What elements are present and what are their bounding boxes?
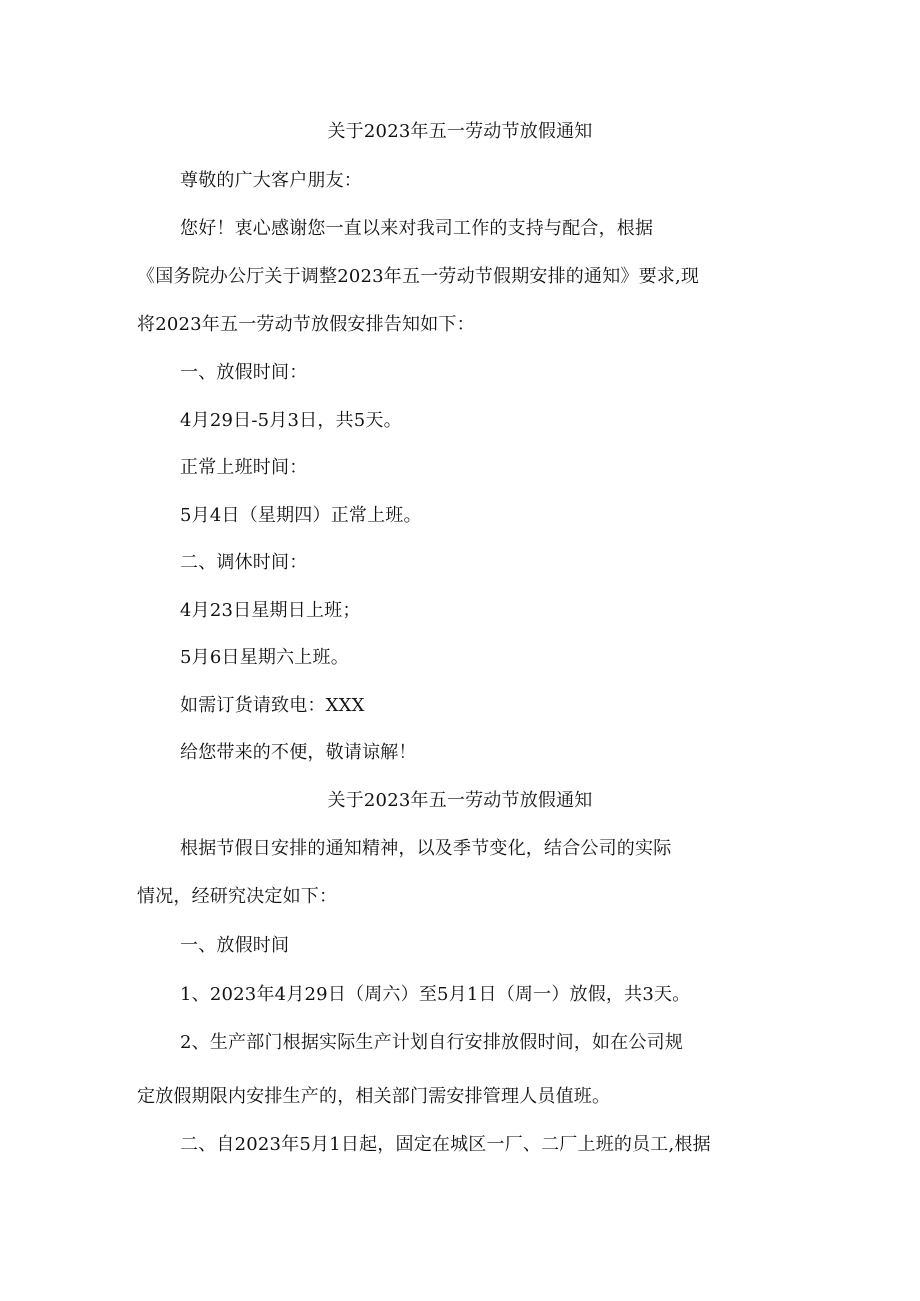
notice1-intro-line1: 您好！衷心感谢您一直以来对我司工作的支持与配合，根据 [180, 218, 654, 239]
notice1-makeup-day1: 4月23日星期日上班； [180, 600, 361, 621]
notice2-section1-heading: 一、放假时间 [180, 935, 290, 956]
notice1-makeup-day2: 5月6日星期六上班。 [180, 647, 349, 668]
notice2-item2-line1: 2、生产部门根据实际生产计划自行安排放假时间，如在公司规 [180, 1032, 684, 1053]
notice1-salutation: 尊敬的广大客户朋友： [180, 170, 362, 191]
notice1-intro-line2: 《国务院办公厅关于调整2023年五一劳动节假期安排的通知》要求,现 [137, 266, 700, 287]
notice1-title: 关于2023年五一劳动节放假通知 [327, 121, 593, 142]
notice1-section2-heading: 二、调休时间： [180, 552, 308, 573]
notice1-work-resume-heading: 正常上班时间： [180, 457, 308, 478]
notice1-section1-heading: 一、放假时间： [180, 362, 308, 383]
notice2-title: 关于2023年五一劳动节放假通知 [327, 790, 593, 811]
notice1-order-contact: 如需订货请致电：XXX [180, 695, 365, 716]
notice2-section2-line1: 二、自2023年5月1日起，固定在城区一厂、二厂上班的员工,根据 [180, 1134, 711, 1155]
notice1-intro-line3: 将2023年五一劳动节放假安排告知如下： [137, 314, 475, 335]
notice2-intro-line2: 情况，经研究决定如下： [137, 886, 338, 907]
notice2-item1: 1、2023年4月29日（周六）至5月1日（周一）放假，共3天。 [180, 984, 691, 1005]
notice2-intro-line1: 根据节假日安排的通知精神，以及季节变化，结合公司的实际 [180, 838, 672, 859]
notice2-item2-line2: 定放假期限内安排生产的，相关部门需安排管理人员值班。 [137, 1086, 611, 1107]
notice1-apology: 给您带来的不便，敬请谅解！ [180, 742, 417, 763]
notice1-work-resume-date: 5月4日（星期四）正常上班。 [180, 505, 422, 526]
notice1-section1-dates: 4月29日-5月3日，共5天。 [180, 410, 402, 431]
